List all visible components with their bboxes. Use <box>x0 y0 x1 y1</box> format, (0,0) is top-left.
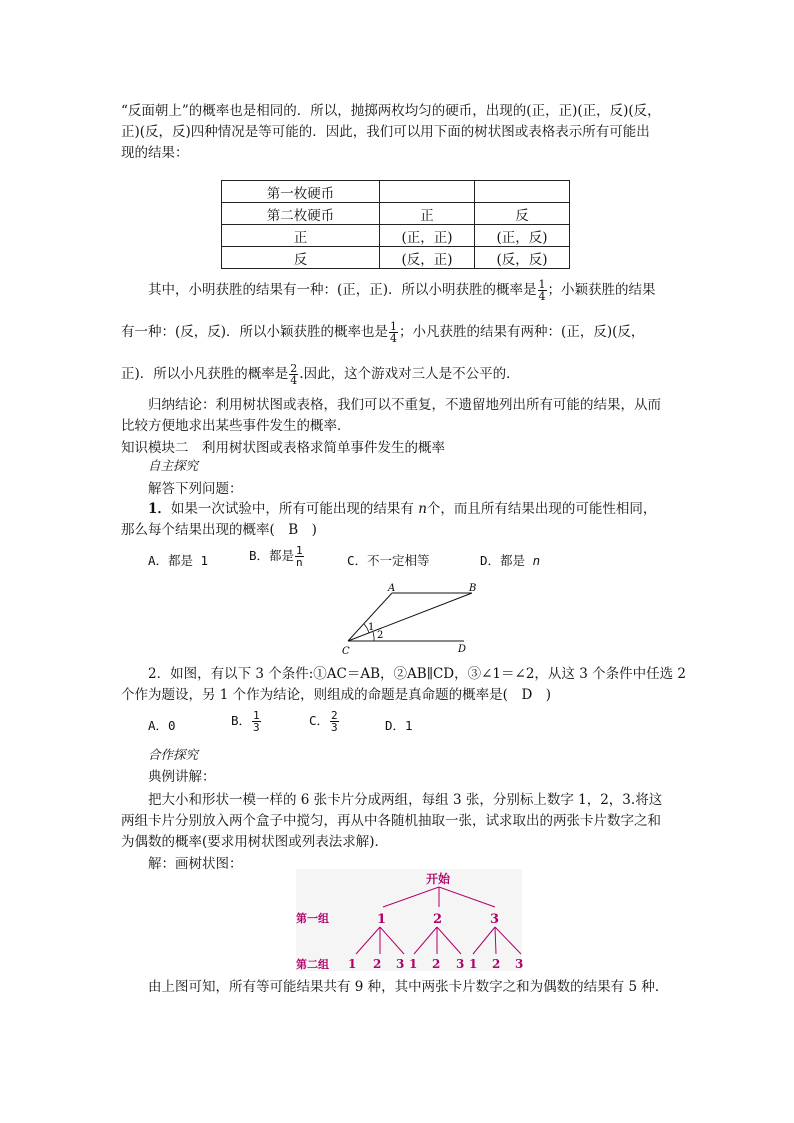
fraction-one-third <box>252 710 261 733</box>
tree-branch <box>414 927 437 954</box>
question-2-line-2: 个作为题设，另 1 个作为结论，则组成的命题是真命题的概率是( D ) <box>121 687 552 703</box>
q1-option-c: C．不一定相等 <box>347 553 430 568</box>
table-cell <box>475 181 570 203</box>
question-1-line-1 <box>148 497 656 517</box>
tree-node-l2: 3 <box>515 957 524 971</box>
table-cell: (正，正) <box>380 225 475 247</box>
table-header-second-coin: 第二枚硬币 <box>222 203 380 225</box>
intro-line-2: 正)(反，反)四种情况是等可能的．因此，我们可以用下面的树状图或表格表示所有可能出 <box>121 124 650 140</box>
label-a: A <box>388 583 396 594</box>
example-line-2: 两组卡片分别放入两个盒子中搅匀，再从中各随机抽取一张，试求取出的两张卡片数字之和 <box>121 813 661 829</box>
tree-branch <box>383 887 439 907</box>
tree-branch <box>356 927 380 954</box>
text: B． <box>231 713 252 728</box>
tree-node-l2: 3 <box>456 957 465 971</box>
q1-option-d <box>480 551 540 569</box>
label-angle-2: 2 <box>377 630 384 641</box>
text: .因此，这个游戏对三人是不公平的． <box>299 366 520 382</box>
fraction-one-quarter <box>538 279 547 302</box>
text: ；小颖获胜的结果 <box>547 282 656 298</box>
frac-den: n <box>296 556 303 569</box>
table-cell: (反，正) <box>380 247 475 269</box>
table-header-first-coin: 第一枚硬币 <box>222 181 380 203</box>
q2-option-b <box>231 710 262 733</box>
fraction-one-over-n <box>295 545 304 568</box>
frac-den: 4 <box>390 332 398 345</box>
table-cell <box>380 181 475 203</box>
coin-outcome-table <box>221 180 570 269</box>
question-number: 1． <box>148 501 171 517</box>
question-2-line-1: 2．如图，有以下 3 个条件:①AC＝AB，②AB∥CD，③∠1＝∠2，从这 3 个条件中任选 2 <box>148 666 686 682</box>
fraction-two-quarters <box>289 363 298 386</box>
tree-node-l2: 2 <box>492 957 501 971</box>
tree-node-l2: 3 <box>396 957 405 971</box>
table-row-label: 正 <box>222 225 380 247</box>
tree-branch <box>495 927 496 954</box>
text: 如果一次试验中，所有可能出现的结果有 <box>170 501 419 517</box>
tree-node-l1: 1 <box>377 912 387 927</box>
geometry-figure <box>338 580 488 660</box>
conclusion-line-2: 比较方便地求出某些事件发生的概率． <box>121 418 351 434</box>
table-cell: (正，反) <box>475 225 570 247</box>
text: 其中，小明获胜的结果有一种：(正，正)．所以小明获胜的概率是 <box>148 282 537 298</box>
result-line-3 <box>121 362 520 386</box>
tree-start-label: 开始 <box>426 872 451 886</box>
tree-branch <box>439 887 495 907</box>
tree-node-l2: 1 <box>409 957 418 971</box>
answer-intro: 解答下列问题： <box>148 481 243 497</box>
tree-branch <box>380 927 404 954</box>
table-row-label: 反 <box>222 247 380 269</box>
tree-labels <box>296 871 523 971</box>
table-cell: (反，反) <box>475 247 570 269</box>
table-row <box>222 225 570 247</box>
q2-option-a: A．0 <box>148 718 176 733</box>
table-row <box>222 181 570 203</box>
frac-num: 1 <box>538 278 546 291</box>
intro-line-1: “反面朝上”的概率也是相同的．所以，抛掷两枚均匀的硬币，出现的(正，正)(正，反)(反， <box>121 103 661 119</box>
text: ；小凡获胜的结果有两种：(正，反)(反， <box>399 324 645 340</box>
fraction-one-quarter <box>389 321 398 344</box>
table-col-fan: 反 <box>475 203 570 225</box>
text: D．都是 <box>480 553 533 568</box>
tree-branch <box>495 927 521 954</box>
variable-n: n <box>532 553 541 568</box>
tree-branch <box>473 927 495 954</box>
solution-intro: 解：画树状图： <box>148 856 243 872</box>
frac-den: 4 <box>290 374 298 387</box>
result-line-1 <box>148 278 656 302</box>
frac-num: 1 <box>253 709 260 722</box>
frac-num: 2 <box>331 709 338 722</box>
label-angle-1: 1 <box>368 622 375 633</box>
text: B．都是 <box>249 548 295 563</box>
segment-ca <box>348 593 392 641</box>
frac-den: 3 <box>331 721 338 734</box>
table-row <box>222 247 570 269</box>
fraction-two-thirds <box>330 710 339 733</box>
intro-line-3: 现的结果： <box>121 145 189 161</box>
table-col-zheng: 正 <box>380 203 475 225</box>
label-d: D <box>458 644 467 655</box>
tree-node-l2: 1 <box>469 957 478 971</box>
variable-n: n <box>418 501 427 517</box>
q1-option-b <box>249 545 305 568</box>
example-line-3: 为偶数的概率(要求用树状图或列表法求解)． <box>121 834 389 850</box>
q1-option-a: A．都是 1 <box>148 553 209 568</box>
tree-node-l2: 2 <box>373 957 382 971</box>
example-line-1: 把大小和形状一模一样的 6 张卡片分成两组，每组 3 张，分别标上数字 1，2，3.将这 <box>148 792 663 808</box>
module-title: 知识模块二 利用树状图或表格求简单事件发生的概率 <box>121 440 445 456</box>
q2-option-c <box>309 710 340 733</box>
text: 正)．所以小凡获胜的概率是 <box>121 366 289 382</box>
table-row <box>222 203 570 225</box>
text: 有一种：(反，反)．所以小颖获胜的概率也是 <box>121 324 389 340</box>
tree-node-l1: 2 <box>433 912 443 927</box>
frac-den: 4 <box>538 290 546 303</box>
section-coop-explore: 合作探究 <box>148 747 199 762</box>
label-c: C <box>342 646 350 657</box>
angle-arc <box>373 632 374 641</box>
example-title: 典例讲解： <box>148 769 216 785</box>
conclusion-line-1: 归纳结论：利用树状图或表格，我们可以不重复，不遗留地列出所有可能的结果，从而 <box>148 397 661 413</box>
tree-branch <box>437 927 461 954</box>
final-result-line: 由上图可知，所有等可能结果共有 9 种，其中两张卡片数字之和为偶数的结果有 5 种． <box>148 979 669 995</box>
tree-diagram-svg <box>296 869 522 971</box>
result-line-2 <box>121 320 644 344</box>
question-1-line-2: 那么每个结果出现的概率( B ) <box>121 522 317 538</box>
frac-den: 3 <box>253 721 260 734</box>
frac-num: 1 <box>390 320 398 333</box>
frac-num: 2 <box>290 362 298 375</box>
label-b: B <box>469 583 477 594</box>
text: C． <box>309 713 330 728</box>
tree-node-l2: 2 <box>432 957 441 971</box>
frac-num: 1 <box>296 544 303 557</box>
tree-node-l1: 3 <box>490 912 500 927</box>
section-self-explore: 自主探究 <box>148 458 199 473</box>
tree-diagram <box>296 869 522 971</box>
q2-option-d: D．1 <box>385 718 413 733</box>
tree-group1-label: 第一组 <box>296 912 329 925</box>
text: 个，而且所有结果出现的可能性相同， <box>426 501 657 517</box>
tree-group2-label: 第二组 <box>296 958 329 971</box>
segment-cb <box>348 593 472 641</box>
tree-node-l2: 1 <box>348 957 357 971</box>
